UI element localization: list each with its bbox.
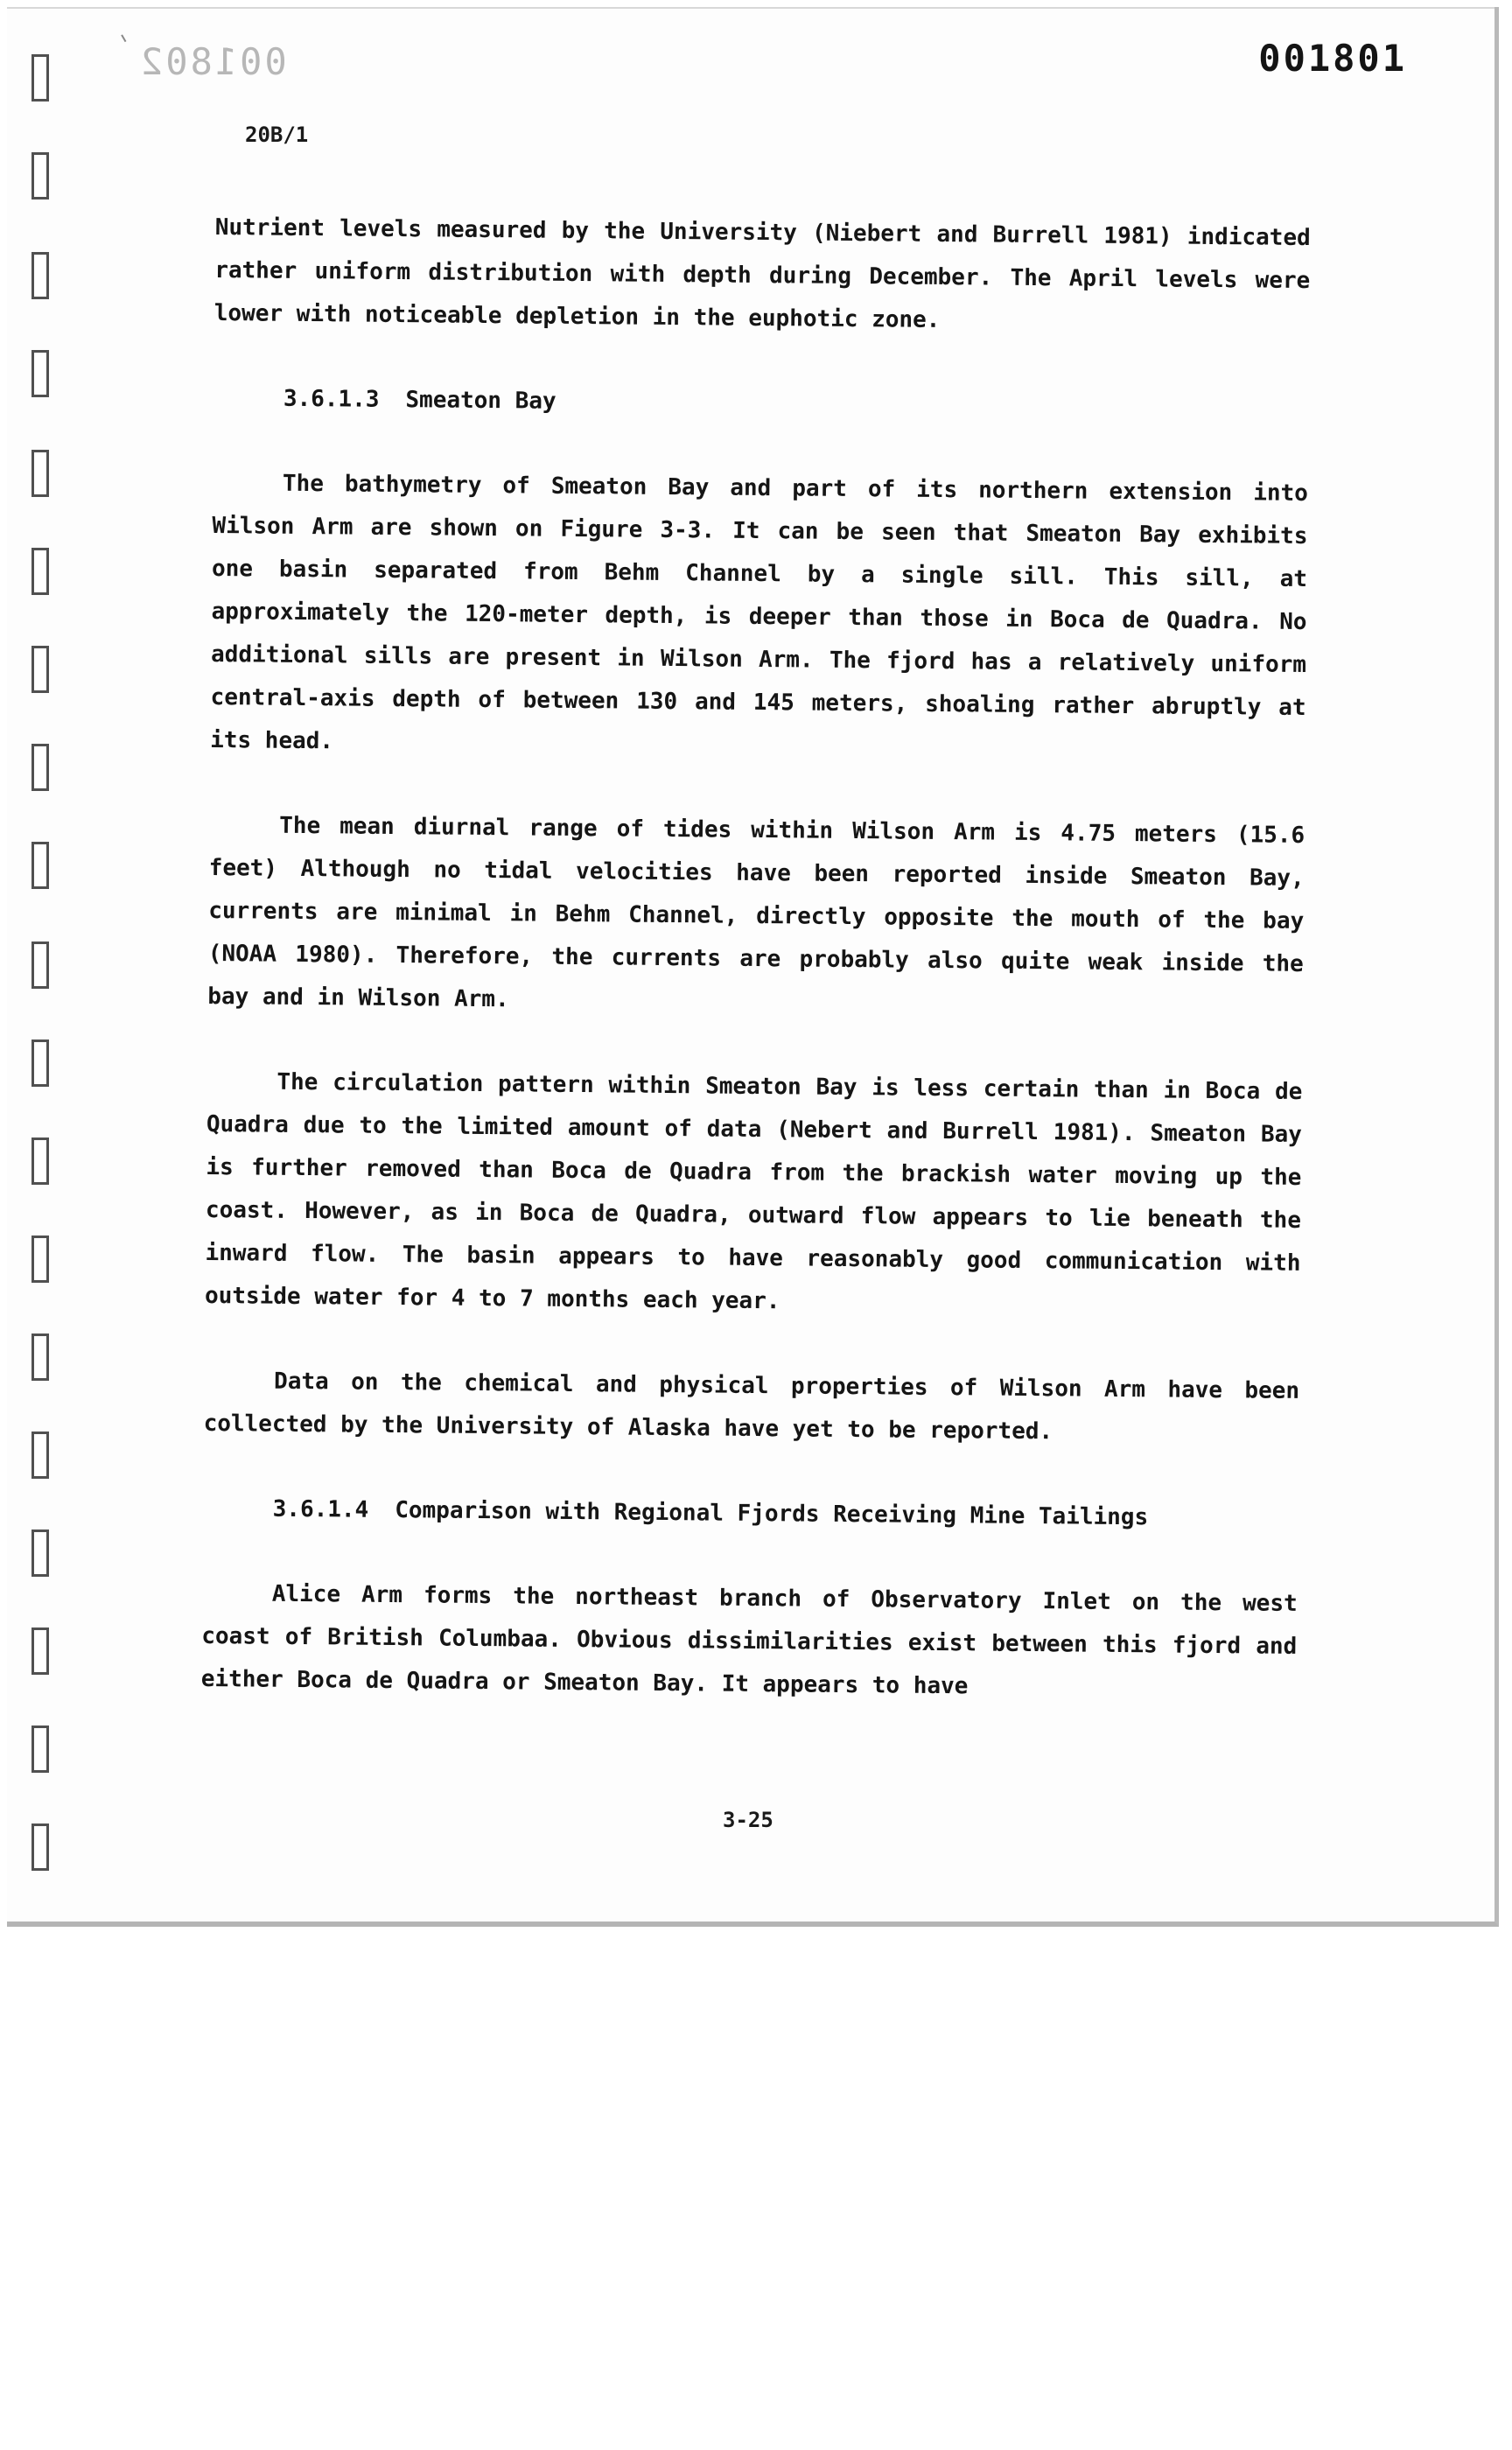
section-number: 3.6.1.3 — [283, 385, 380, 413]
binder-hole — [32, 1726, 49, 1773]
paragraph: The bathymetry of Smeaton Bay and part of its northern extension into Wilson Arm are shown on Figure 3-3. It can be seen that Smeaton Bay exhibits one basin separated from Behm Channel by a single sill. This sill, at approximately the 120-meter depth, is deeper than those in Boca de Quadra. No additional sills are present in Wilson Arm. The fjord has a relatively uniform central-axis depth of between 130 and 145 meters, shoaling rather abruptly at its head. — [210, 470, 1309, 755]
scanned-page — [7, 7, 1499, 1927]
paragraph: The circulation pattern within Smeaton Bay is less certain than in Boca de Quadra due to the limited amount of data (Nebert and Burrell 1981). Smeaton Bay is further removed than Boca de Quadra from the brackish water moving up the coast. However, as in Boca de Quadra, outward flow appears to lie beneath the inward flow. The basin appears to have reasonably good communication with outside water for 4 to 7 months each year. — [204, 1068, 1303, 1315]
binder-hole — [32, 646, 49, 693]
section-number: 3.6.1.4 — [272, 1495, 369, 1523]
binder-hole — [32, 1432, 49, 1479]
binder-hole — [32, 1628, 49, 1675]
section-heading — [272, 1488, 1298, 1541]
binder-hole — [32, 152, 49, 200]
scan-mark — [121, 32, 130, 42]
binder-hole — [32, 350, 49, 397]
page-number: 3-25 — [723, 1808, 774, 1832]
section-heading — [284, 378, 1309, 430]
bleed-through-number: 001802 — [138, 40, 287, 83]
paragraph: Nutrient levels measured by the University (Niebert and Burrell 1981) indicated rather uniform distribution with depth during December. The April levels were lower with noticeable depletion in the euphotic zone. — [214, 214, 1311, 333]
binder-hole — [32, 54, 49, 102]
binder-hole — [32, 252, 49, 299]
paragraph: Alice Arm forms the northeast branch of Observatory Inlet on the west coast of British Columbaa. Obvious dissimilarities exist between this fjord and either Boca de Quadra or Smeaton Bay. It appears to have — [200, 1580, 1298, 1700]
binder-hole — [32, 744, 49, 791]
binder-hole — [32, 450, 49, 497]
binder-hole — [32, 1040, 49, 1087]
binder-hole — [32, 1824, 49, 1871]
binder-hole — [32, 1138, 49, 1185]
binder-hole — [32, 1236, 49, 1283]
binder-hole — [32, 1530, 49, 1577]
binder-hole — [32, 1334, 49, 1381]
body-text — [200, 206, 1311, 1754]
section-tag: 20B/1 — [245, 122, 309, 147]
section-title: Smeaton Bay — [405, 387, 556, 415]
binder-hole — [32, 942, 49, 989]
binder-hole — [32, 842, 49, 889]
section-title: Comparison with Regional Fjords Receiving Mine Tailings — [395, 1497, 1149, 1531]
paragraph: Data on the chemical and physical properties of Wilson Arm have been collected by the University of Alaska have yet to be reported. — [203, 1368, 1300, 1446]
paragraph: The mean diurnal range of tides within Wilson Arm is 4.75 meters (15.6 feet) Although no tidal velocities have been reported inside Smeaton Bay, currents are minimal in Behm Channel, directly opposite the mouth of the bay (NOAA 1980). Therefore, the currents are probably also quite weak inside the bay and in Wilson Arm. — [207, 812, 1306, 1013]
binder-hole — [32, 548, 49, 595]
document-number: 001801 — [1258, 37, 1407, 80]
